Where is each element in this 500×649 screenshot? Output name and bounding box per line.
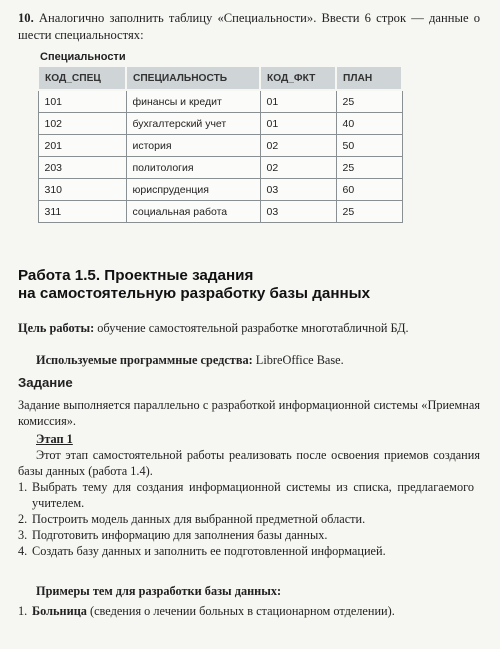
task-text: Аналогично заполнить таблицу «Специальности». Ввести 6 строк — данные о шести специальностях: (18, 11, 480, 42)
column-header: КОД_СПЕЦ (38, 66, 126, 90)
table-cell: бухгалтерский учет (126, 113, 260, 135)
tools-label: Используемые программные средства: (36, 353, 253, 367)
list-item (18, 479, 480, 511)
list-number: 2. (18, 512, 28, 526)
list-text: Построить модель данных для выбранной предметной области. (32, 512, 366, 526)
tools-text: LibreOffice Base. (252, 353, 344, 367)
list-text: Подготовить информацию для заполнения базы данных. (32, 528, 328, 542)
table-cell: история (126, 135, 260, 157)
table-cell: 25 (336, 157, 402, 179)
task-10 (18, 10, 480, 44)
list-text: Создать базу данных и заполнить ее подготовленной информацией. (32, 544, 386, 558)
example-label: Больница (32, 604, 87, 618)
table-row (38, 135, 402, 157)
table-cell: финансы и кредит (126, 90, 260, 113)
table-cell: 102 (38, 113, 126, 135)
table-row (38, 179, 402, 201)
example-text: (сведения о лечении больных в стационарном отделении). (86, 604, 395, 618)
goal-text: обучение самостоятельной разработке многотабличной БД. (94, 321, 409, 335)
stage-heading: Этап 1 (36, 432, 73, 446)
table-cell: 03 (260, 201, 336, 223)
table-cell: 02 (260, 135, 336, 157)
table-title: Специальности (40, 51, 126, 63)
list-number: 1. (18, 480, 28, 494)
table-cell: 25 (336, 201, 402, 223)
table-header-row (38, 66, 402, 90)
list-number: 4. (18, 544, 28, 558)
table-cell: 01 (260, 113, 336, 135)
work-title-line: Работа 1.5. Проектные задания (18, 267, 254, 284)
examples-heading: Примеры тем для разработки базы данных: (36, 584, 282, 598)
table-cell: 02 (260, 157, 336, 179)
table-cell: 311 (38, 201, 126, 223)
assignment-heading: Задание (18, 375, 73, 390)
list-item (18, 527, 480, 543)
list-item (18, 603, 480, 619)
work-title (18, 267, 488, 303)
table-cell: социальная работа (126, 201, 260, 223)
table-row (38, 201, 402, 223)
table-cell: 25 (336, 90, 402, 113)
work-title-line: на самостоятельную разработку базы данных (18, 285, 371, 302)
list-item (18, 543, 480, 559)
specialties-table (37, 65, 403, 223)
goal-paragraph (18, 320, 480, 336)
table-cell: 40 (336, 113, 402, 135)
table-cell: 50 (336, 135, 402, 157)
goal-label: Цель работы: (18, 321, 95, 335)
table-cell: 203 (38, 157, 126, 179)
table-cell: 60 (336, 179, 402, 201)
table-cell: 03 (260, 179, 336, 201)
table-cell: 310 (38, 179, 126, 201)
table-cell: 101 (38, 90, 126, 113)
table-row (38, 90, 402, 113)
task-number: 10. (18, 11, 34, 25)
table-row (38, 113, 402, 135)
list-item (18, 511, 480, 527)
list-text: Выбрать тему для создания информационной системы из списка, предлагаемого учителем. (32, 480, 474, 510)
list-number: 1. (18, 604, 28, 618)
column-header: КОД_ФКТ (260, 66, 336, 90)
assignment-text: Задание выполняется параллельно с разработкой информационной системы «Приемная комиссия». (18, 398, 480, 428)
table-cell: политология (126, 157, 260, 179)
tools-paragraph (36, 352, 480, 368)
table-cell: 201 (38, 135, 126, 157)
column-header: ПЛАН (336, 66, 402, 90)
stage-text: Этот этап самостоятельной работы реализовать после освоения приемов создания базы данных (работа 1.4). (18, 448, 480, 478)
list-number: 3. (18, 528, 28, 542)
table-cell: 01 (260, 90, 336, 113)
table-row (38, 157, 402, 179)
table-cell: юриспруденция (126, 179, 260, 201)
column-header: СПЕЦИАЛЬНОСТЬ (126, 66, 260, 90)
